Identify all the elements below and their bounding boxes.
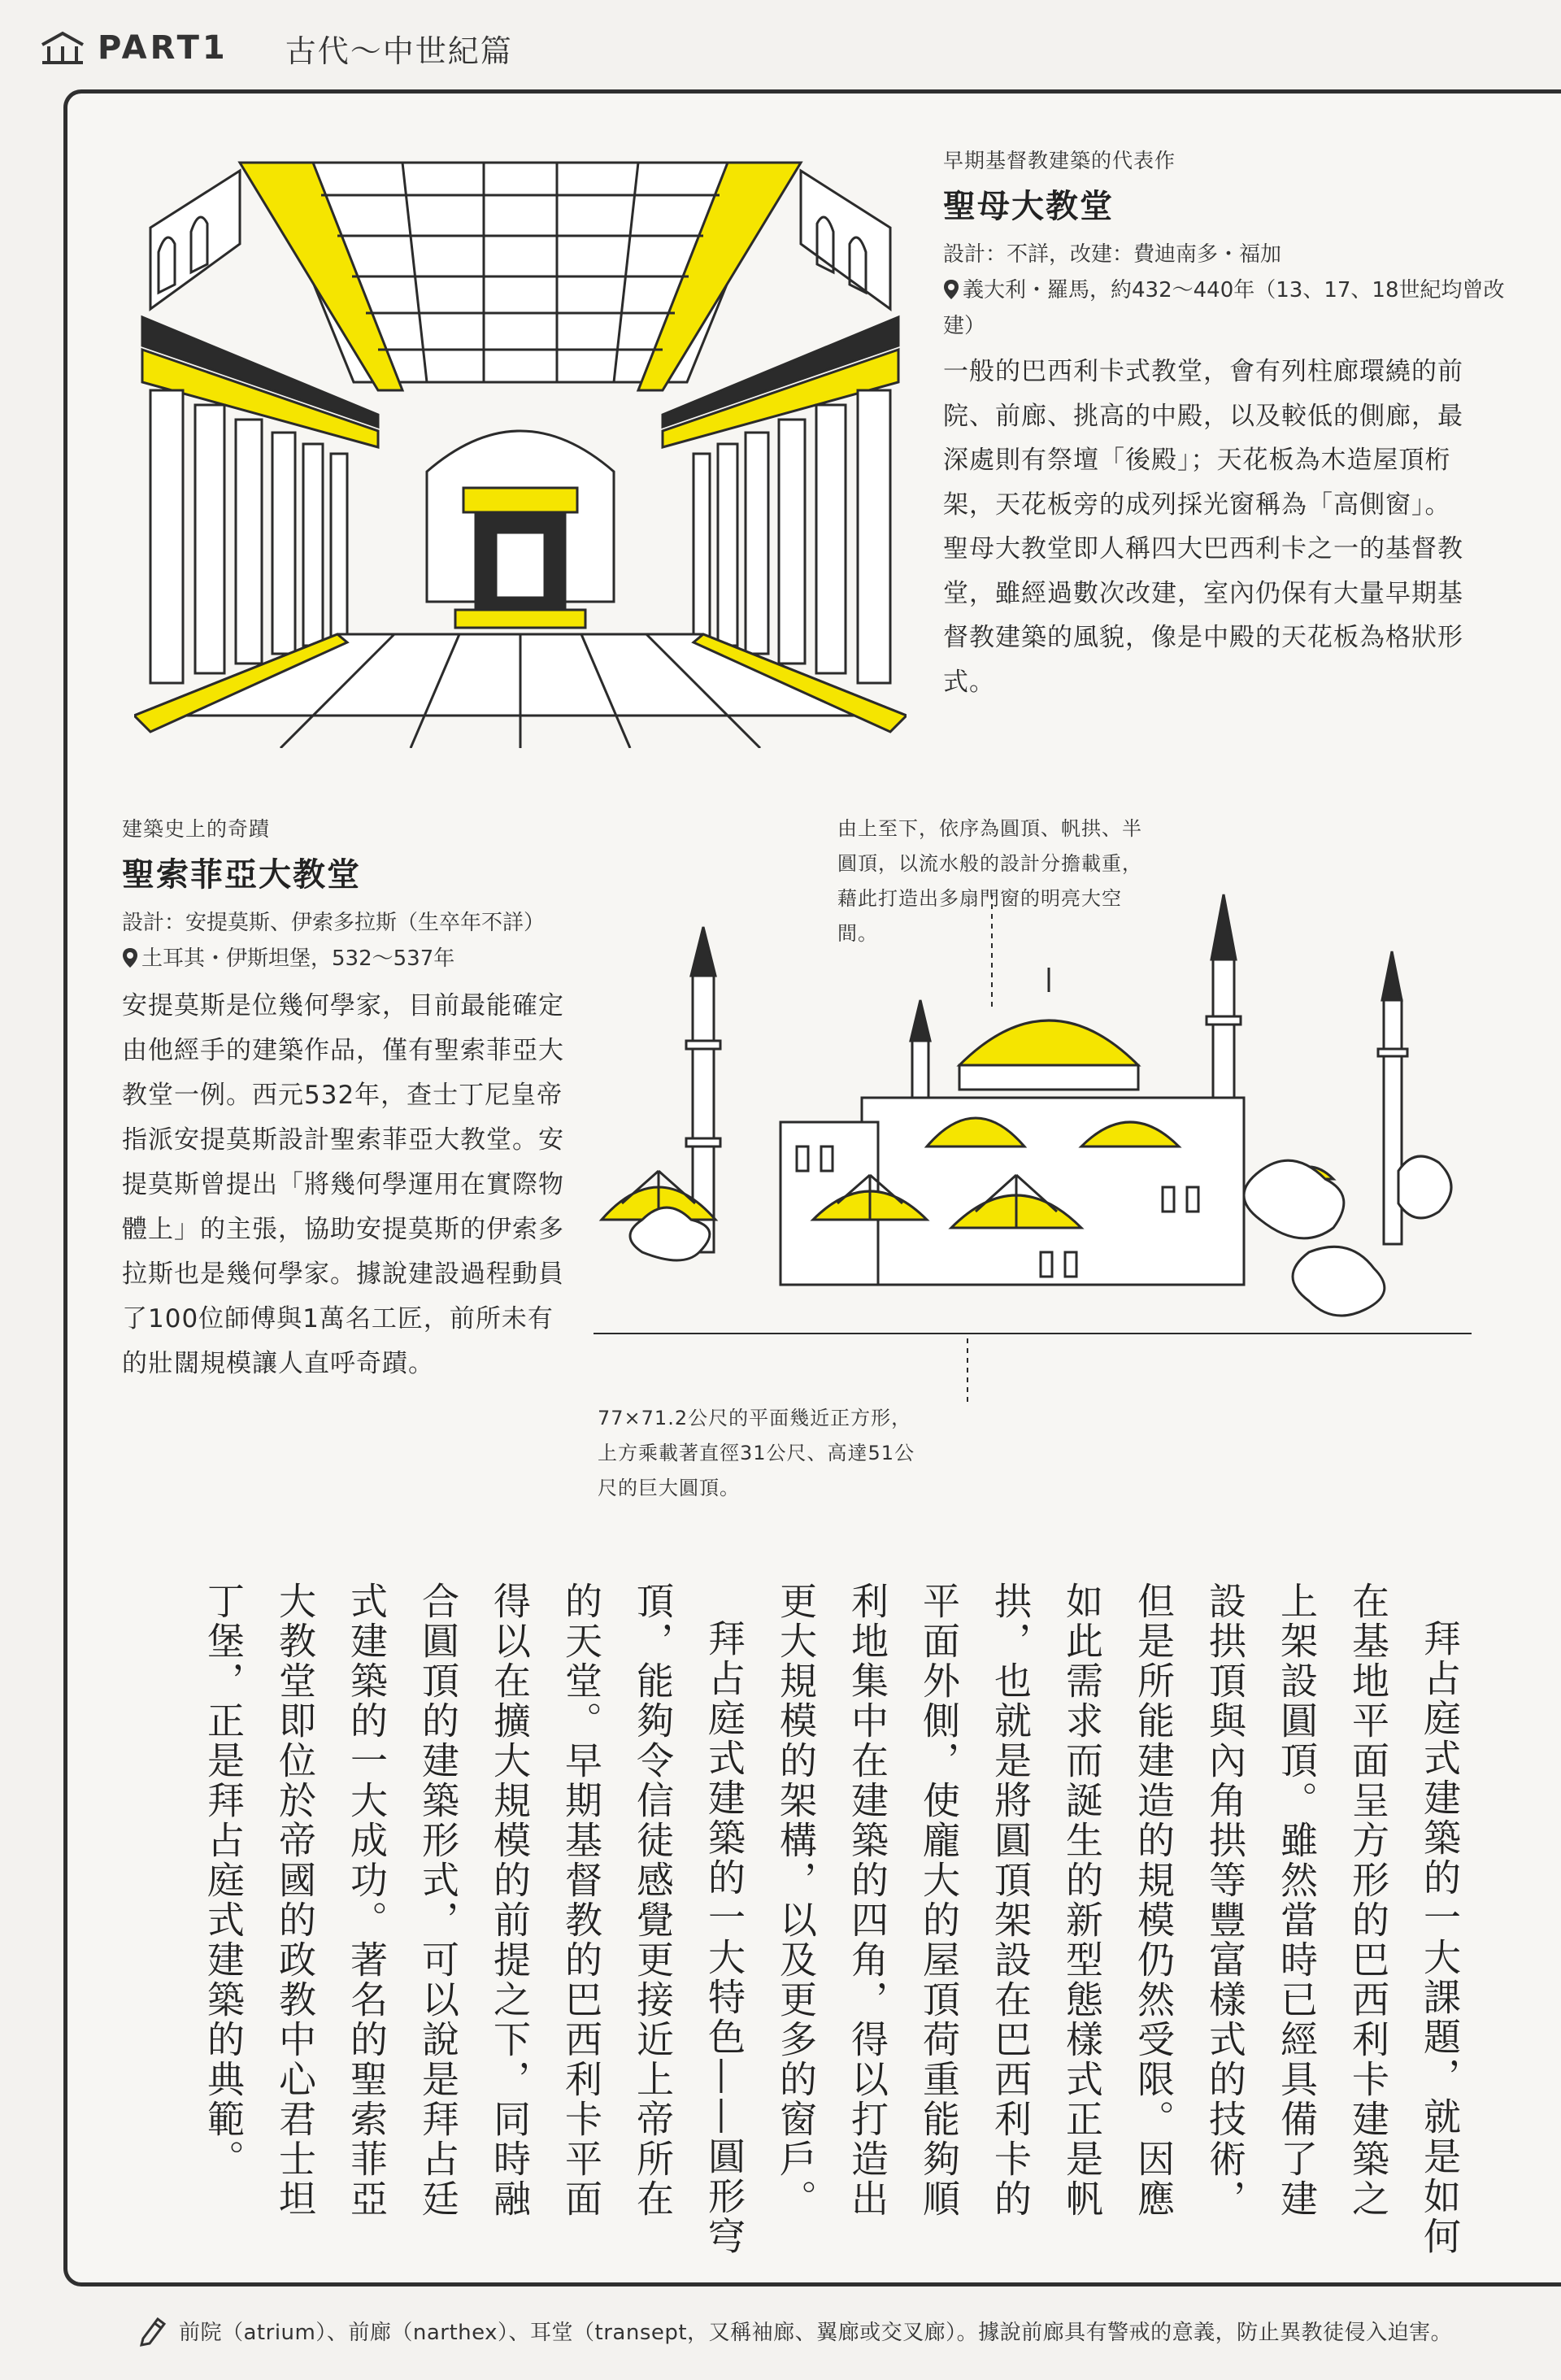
location-pin-icon: [122, 947, 138, 968]
santa-maria-body: 一般的巴西利卡式教堂，會有列柱廊環繞的前院、前廊、挑高的中殿，以及較低的側廊，最深處則有祭壇「後殿」；天花板為木造屋頂桁架，天花板旁的成列採光窗稱為「高側窗」。聖母大教堂即人稱四大巴西利卡之一的基督教堂，雖經過數次改建，室內仍保有大量早期基督教建築的風貌，像是中殿的天花板為格狀形式。: [943, 357, 1463, 697]
footnote: [137, 2314, 1561, 2347]
hagia-sophia-plan-note: 77×71.2公尺的平面幾近正方形，上方乘載著直徑31公尺、高達51公尺的巨大圓頂。: [598, 1407, 915, 1499]
santa-maria-location: 義大利・羅馬，約432～440年（13、17、18世紀均曾改建）: [943, 278, 1505, 338]
hagia-sophia-caption: [122, 813, 602, 977]
hagia-sophia-location: 土耳其・伊斯坦堡，532～537年: [141, 946, 455, 971]
hagia-sophia-label: 建築史上的奇蹟: [122, 817, 271, 841]
vertical-paragraph-1: 拜占庭式建築的一大課題，就是如何在基地平面呈方形的巴西利卡建築之上架設圓頂。雖然當時已經具備了建設拱頂與內角拱等豐富樣式的技術，但是所能建造的規模仍然受限。因應如此需求而誕生的新型態樣式正是帆拱，也就是將圓頂架設在巴西利卡的平面外側，使龐大的屋頂荷重能夠順利地集中在建築的四角，得以打造出更大規模的架構，以及更多的窗戶。: [774, 1582, 1462, 2256]
location-pin-icon: [943, 279, 959, 300]
era-label: 古代～中世紀篇: [285, 33, 513, 69]
hagia-sophia-illustration: [594, 878, 1472, 1407]
hagia-sophia-design: 設計：安提莫斯、伊索多拉斯（生卒年不詳）: [122, 911, 546, 935]
building-icon: [39, 28, 86, 67]
part-label: PART1: [98, 29, 228, 67]
santa-maria-title: 聖母大教堂: [943, 188, 1114, 225]
santa-maria-design: 設計：不詳，改建：費迪南多・福加: [943, 242, 1282, 267]
hagia-sophia-title: 聖索菲亞大教堂: [122, 856, 361, 894]
vertical-body-text: [159, 1582, 1476, 2256]
santa-maria-interior-illustration: [134, 146, 907, 748]
santa-maria-label: 早期基督教建築的代表作: [943, 149, 1176, 172]
footnote-text: 前院（atrium）、前廊（narthex）、耳堂（transept，又稱袖廊、翼廊或交叉廊）。據說前廊具有警戒的意義，防止異教徒侵入迫害。: [179, 2320, 1453, 2345]
hagia-sophia-dome-note: 由上至下，依序為圓頂、帆拱、半圓頂，以流水般的設計分擔載重，藉此打造出多扇門窗的明亮大空間。: [837, 817, 1142, 945]
santa-maria-caption: [943, 145, 1512, 344]
pencil-icon: [137, 2314, 169, 2347]
vertical-paragraph-2: 拜占庭式建築的一大特色——圓形穹頂，能夠令信徒感覺更接近上帝所在的天堂。早期基督教的巴西利卡平面得以在擴大規模的前提之下，同時融合圓頂的建築形式，可以說是拜占廷式建築的一大成功。著名的聖索菲亞大教堂即位於帝國的政教中心君士坦丁堡，正是拜占庭式建築的典範。: [202, 1582, 746, 2256]
hagia-sophia-body: 安提莫斯是位幾何學家，目前最能確定由他經手的建築作品，僅有聖索菲亞大教堂一例。西元532年，查士丁尼皇帝指派安提莫斯設計聖索菲亞大教堂。安提莫斯曾提出「將幾何學運用在實際物體上」的主張，協助安提莫斯的伊索多拉斯也是幾何學家。據說建設過程動員了100位師傅與1萬名工匠，前所未有的壯闊規模讓人直呼奇蹟。: [122, 991, 564, 1378]
page-header: [39, 20, 513, 76]
